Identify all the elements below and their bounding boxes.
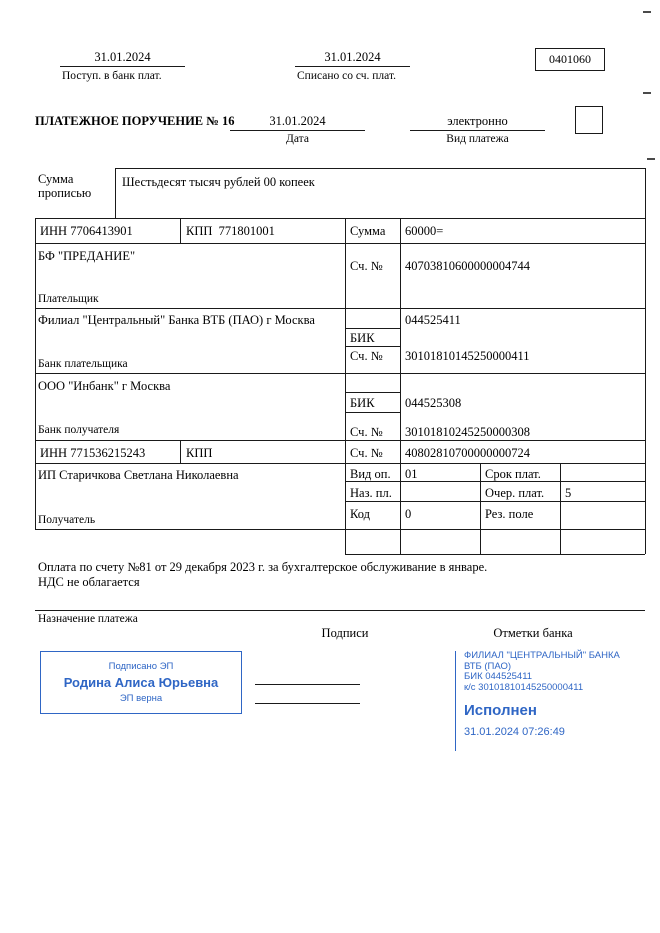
payer-bank-name: Филиал "Центральный" Банка ВТБ (ПАО) г Москва (38, 313, 315, 327)
edge-mark (643, 11, 651, 13)
purpose-line1: Оплата по счету №81 от 29 декабря 2023 г. за бухгалтерское обслуживание в январе. (38, 560, 488, 574)
pay-term-label: Срок плат. (485, 467, 541, 481)
payment-kind-label: Вид платежа (446, 133, 509, 145)
doc-date: 31.01.2024 (269, 114, 326, 128)
divider (345, 481, 645, 482)
payee-bank-bik-label: БИК (350, 396, 375, 410)
amount-words-label-2: прописью (38, 186, 92, 200)
received-date-label: Поступ. в банк плат. (62, 70, 162, 82)
received-date: 31.01.2024 (94, 50, 151, 64)
payment-kind: электронно (447, 114, 508, 128)
signer-name: Родина Алиса Юрьевна (63, 675, 219, 690)
form-code-box (535, 48, 605, 71)
payment-type-box (575, 106, 603, 134)
payer-account-label: Сч. № (350, 259, 383, 273)
op-type-label: Вид оп. (350, 467, 391, 481)
priority-value: 5 (565, 486, 572, 500)
divider (345, 501, 645, 502)
divider (35, 308, 645, 309)
divider (295, 66, 410, 67)
amount-words-value: Шестьдесят тысяч рублей 00 копеек (122, 175, 315, 189)
payer-bank-section-label: Банк плательщика (38, 358, 128, 370)
bank-marks-label: Отметки банка (493, 626, 573, 640)
divider (35, 218, 645, 219)
signature-stamp (40, 651, 242, 714)
op-type-value: 01 (405, 467, 418, 481)
signatures-label: Подписи (321, 626, 369, 640)
bank-stamp-status: Исполнен (464, 702, 537, 719)
payee-account-label: Сч. № (350, 446, 383, 460)
payer-name: БФ "ПРЕДАНИЕ" (38, 249, 136, 263)
divider (35, 529, 645, 530)
divider (180, 218, 181, 243)
purpose-code-label: Наз. пл. (350, 486, 392, 500)
bank-stamp (455, 651, 654, 751)
payee-name: ИП Старичкова Светлана Николаевна (38, 468, 239, 482)
payee-bank-account: 30101810245250000308 (405, 425, 530, 439)
bank-stamp-branch-line1: ФИЛИАЛ "ЦЕНТРАЛЬНЫЙ" БАНКА (464, 650, 620, 661)
divider (410, 130, 545, 131)
payee-bank-name: ООО "Инбанк" г Москва (38, 379, 171, 393)
bank-stamp-datetime: 31.01.2024 07:26:49 (464, 726, 565, 738)
code-value: 0 (405, 507, 412, 521)
divider (35, 610, 645, 611)
signature-stamp-note: ЭП верна (119, 693, 163, 704)
divider (345, 346, 400, 347)
divider (345, 392, 400, 393)
payer-account: 40703810600000004744 (405, 259, 530, 273)
payee-account: 40802810700000000724 (405, 446, 530, 460)
doc-title: ПЛАТЕЖНОЕ ПОРУЧЕНИЕ № 16 (35, 114, 235, 128)
debited-date-label: Списано со сч. плат. (297, 70, 396, 82)
payee-kpp: КПП (186, 446, 213, 460)
edge-mark (643, 92, 651, 94)
purpose-section-label: Назначение платежа (38, 613, 138, 625)
divider (345, 218, 346, 554)
payee-section-label: Получатель (38, 514, 96, 526)
payer-kpp: КПП 771801001 (186, 224, 275, 238)
edge-mark (647, 158, 655, 160)
divider (560, 463, 561, 554)
payer-section-label: Плательщик (38, 293, 99, 305)
payee-inn: ИНН 771536215243 (40, 446, 146, 460)
signature-stamp-title: Подписано ЭП (108, 661, 174, 672)
signature-line (255, 703, 360, 704)
form-code: 0401060 (549, 52, 591, 66)
divider (400, 218, 401, 554)
divider (35, 218, 36, 529)
payer-inn: ИНН 7706413901 (40, 224, 133, 238)
divider (345, 412, 400, 413)
divider (180, 440, 181, 463)
divider (35, 440, 645, 441)
amount-value: 60000= (405, 224, 444, 238)
doc-date-label: Дата (286, 133, 309, 145)
divider (35, 463, 645, 464)
debited-date: 31.01.2024 (324, 50, 381, 64)
divider (115, 168, 645, 169)
purpose-line2: НДС не облагается (38, 575, 140, 589)
divider (345, 554, 645, 555)
payer-bank-bik: 044525411 (405, 313, 461, 327)
signature-line (255, 684, 360, 685)
payer-bank-bik-label: БИК (350, 331, 375, 345)
divider (645, 168, 646, 554)
divider (115, 168, 116, 218)
amount-label: Сумма (350, 224, 386, 238)
bank-stamp-branch-line2: ВТБ (ПАО) (464, 660, 512, 672)
divider (480, 463, 481, 554)
bank-stamp-bik: БИК 044525411 (464, 671, 533, 682)
payer-bank-account-label: Сч. № (350, 349, 383, 363)
payer-bank-account: 30101810145250000411 (405, 349, 530, 363)
reserve-field-label: Рез. поле (485, 507, 534, 521)
divider (230, 130, 365, 131)
payee-bank-account-label: Сч. № (350, 425, 383, 439)
payee-bank-bik: 044525308 (405, 396, 462, 410)
payee-bank-section-label: Банк получателя (38, 424, 120, 436)
divider (35, 243, 645, 244)
divider (345, 328, 400, 329)
bank-stamp-corr-account: к/с 30101810145250000411 (464, 681, 584, 693)
divider (60, 66, 185, 67)
priority-label: Очер. плат. (485, 486, 545, 500)
divider (35, 373, 645, 374)
code-label: Код (350, 507, 370, 521)
amount-words-label-1: Сумма (38, 172, 74, 186)
